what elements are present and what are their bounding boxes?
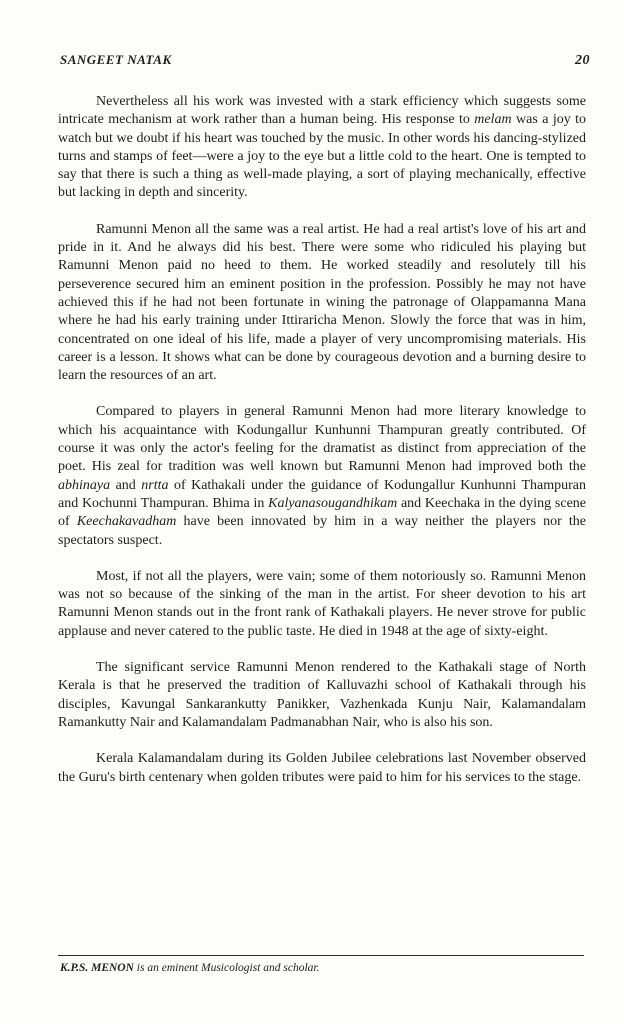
article-body — [58, 93, 586, 787]
italic-term: Keechakavadham — [76, 514, 177, 530]
italic-term: nrtta — [141, 477, 169, 493]
paragraph-4 — [58, 568, 586, 641]
text-run: Most, if not all the players, were vain; some of them notoriously so. Ramunni Menon was not so because of the sinking of the man in the artist. For sheer devotion to his art Ramunni Menon stands out in the front rank of Kathakali players. He never strove for public applause and never catered to the public taste. He died in 1948 at the age of sixty-eight. — [58, 568, 586, 639]
paragraph-6 — [58, 750, 586, 787]
paragraph-2 — [58, 221, 586, 386]
paragraph-3 — [58, 403, 586, 549]
italic-term: Kalyanasougandhikam — [268, 495, 398, 511]
italic-term: melam — [474, 112, 512, 128]
footnote-divider — [58, 955, 584, 956]
text-run: Ramunni Menon all the same was a real artist. He had a real artist's love of his art and pride in it. And he always did his best. There were some who ridiculed his playing but Ramunni Menon paid no heed to them. He worked steadily and resolutely till his perseverence secured him an eminent position in the profession. Possibly he may not have achieved this if he had not been fortunate in wining the patronage of Olappamanna Mana where he had his early training under Ittiraricha Menon. Slowly the force that was in him, concentrated on one ideal of his life, made a player of very uncompromising materials. His career is a lesson. It shows what can be done by courageous devotion and a burning desire to learn the resources of an art. — [58, 221, 586, 384]
italic-term: abhinaya — [58, 477, 111, 493]
footnote-text: is an eminent Musicologist and scholar. — [133, 962, 320, 974]
text-run: The significant service Ramunni Menon rendered to the Kathakali stage of North Kerala is that he preserved the tradition of Kalluvazhi school of Kathakali through his disciples, Kavungal Sankarankutty Panikker, Vazhenkada Kunju Nair, Kalamandalam Ramankutty Nair and Kalamandalam Padmanabhan Nair, who is also his son. — [58, 660, 586, 730]
text-run: Compared to players in general Ramunni Menon had more literary knowledge to which his acquaintance with Kodungallur Kunhunni Thampuran greatly contributed. Of course it was only the actor's feeling for the dramatist as distinct from appreciation of the poet. His zeal for tradition was well known but Ramunni Menon had improved both the — [58, 404, 586, 475]
text-run: and Keechaka in the dying scene of — [58, 495, 586, 530]
text-run: Nevertheless all his work was invested with a stark efficiency which suggests some intricate mechanism at work rather than a human being. His response to — [58, 94, 586, 128]
author-footnote — [60, 962, 320, 974]
journal-title: SANGEET NATAK — [60, 52, 172, 67]
text-run: have been innovated by him in a way neither the players nor the spectators suspect. — [58, 514, 587, 548]
paragraph-5 — [58, 659, 586, 732]
paragraph-1 — [58, 93, 586, 203]
page-number: 20 — [575, 53, 590, 68]
text-run: and — [110, 477, 142, 493]
text-run: Kerala Kalamandalam during its Golden Jubilee celebrations last November observed the Guru's birth centenary when golden tributes were paid to him for his services to the stage. — [58, 751, 586, 785]
text-run: of Kathakali under the guidance of Kodungallur Kunhunni Thampuran and Kochunni Thampuran. Bhima in — [58, 477, 586, 511]
footnote-author: K.P.S. MENON — [60, 962, 134, 974]
running-header — [60, 52, 590, 69]
text-run: was a joy to watch but we doubt if his heart was touched by the music. In other words his dancing-stylized turns and stamps of feet—were a joy to the eye but a little cold to the heart. One is tempted to say that there is such a thing as well-made playing, a sort of playing mechanically, effective but lacking in depth and sincerity. — [58, 112, 586, 201]
